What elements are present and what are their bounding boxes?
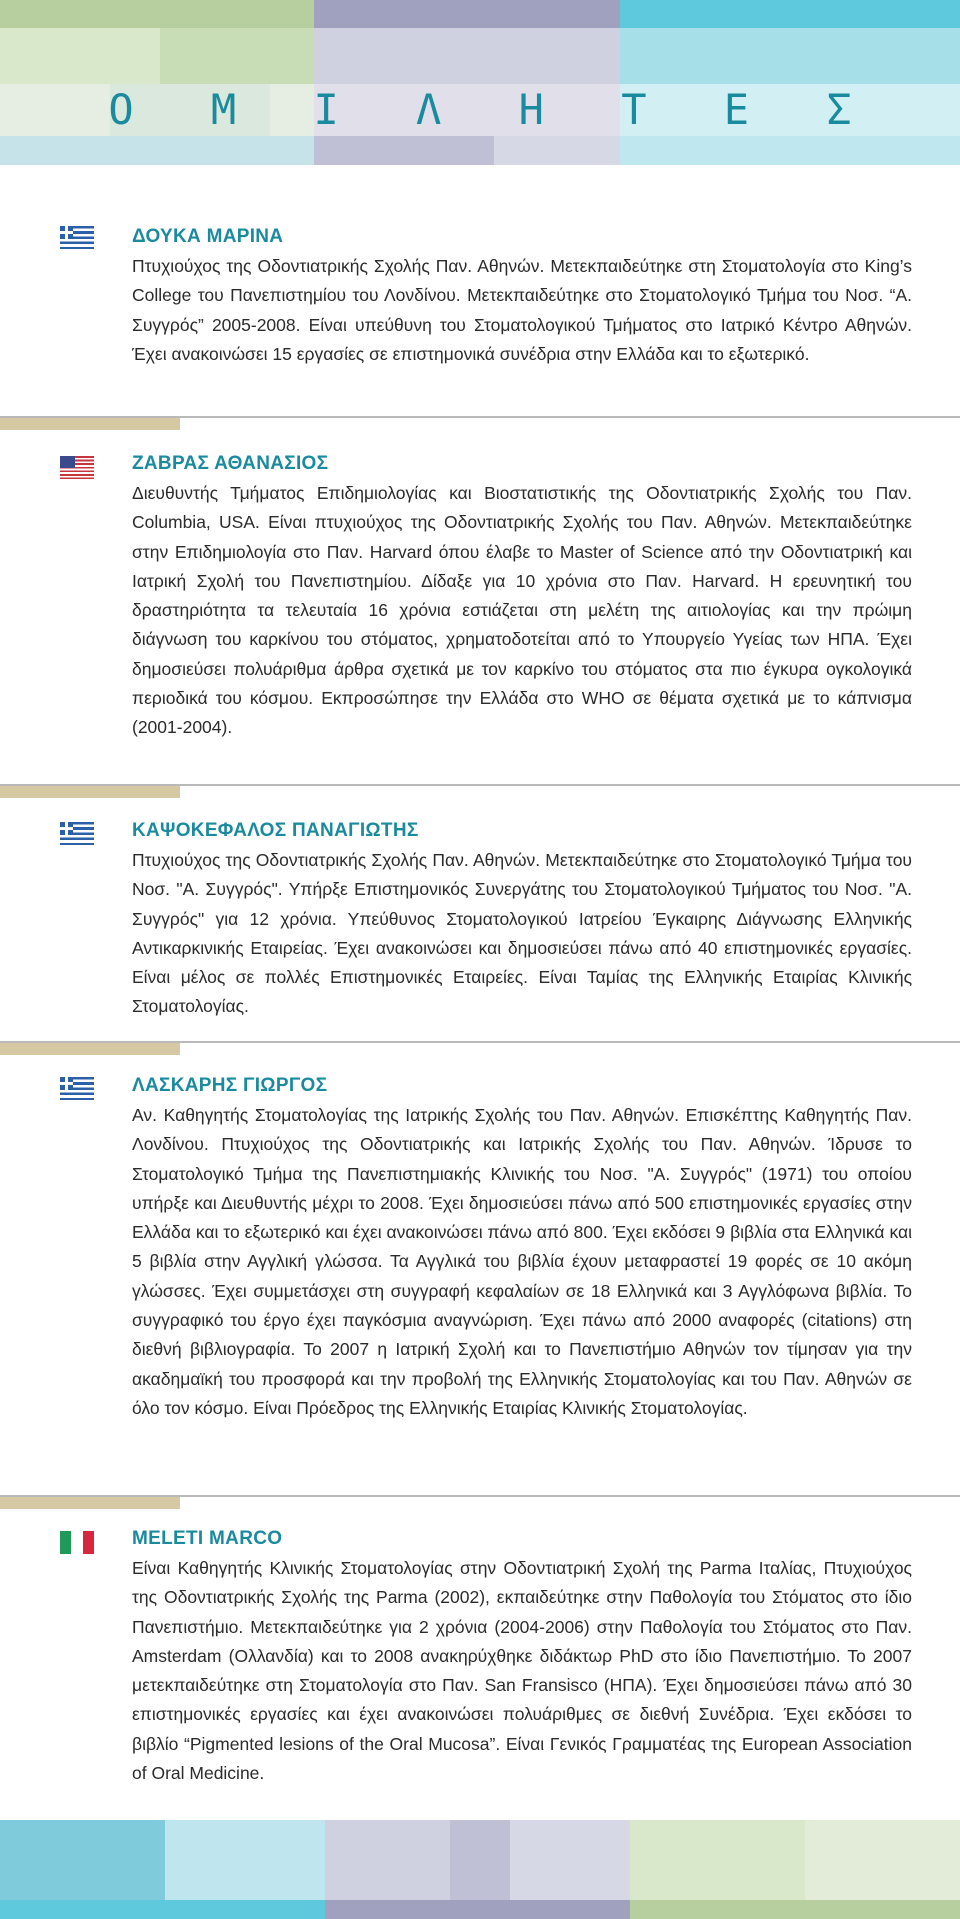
speaker-name: ΖΑΒΡΑΣ ΑΘΑΝΑΣΙΟΣ xyxy=(132,453,329,474)
section-divider xyxy=(0,416,960,430)
header-banner xyxy=(0,0,960,165)
speaker-bio: Αν. Καθηγητής Στοματολογίας της Ιατρικής Σχολής του Παν. Αθηνών. Επισκέπτης Καθηγητής Παν. Λονδίνου. Πτυχιούχος της Οδοντιατρικής και Ιατρικής Σχολής του Παν. Αθηνών. Ίδρυσε το Στοματολογικό Τμήμα της Πανεπιστημιακής Κλινικής του Νοσ. "Α. Συγγρός" (1971) του οποίου υπήρξε και Διευθυντής μέχρι το 2008. Έχει δημοσιεύσει πάνω από 500 επιστημονικές εργασίες στην Ελλάδα και το εξωτερικό και έχει ανακοινώσει πάνω από 800. Έχει εκδόσει 9 βιβλία στα Ελληνικά και 5 βιβλία στην Αγγλική γλώσσα. Τα Αγγλικά του βιβλία έχουν μεταφραστεί 19 φορές σε 10 ακόμη γλώσσες. Έχει συμμετάσχει στη συγγραφή κεφαλαίων σε 18 Ελληνικά και 3 Αγγλόφωνα βιβλία. Το συγγραφικό του έργο έχει παγκόσμια αναγνώριση. Έχει πάνω από 2000 αναφορές (citations) στη διεθνή βιβλιογραφία. Το 2007 η Ιατρική Σχολή και το Πανεπιστήμιο Αθηνών τον τίμησαν για την ακαδημαϊκή του προσφορά και την προβολή της Ελληνικής Στοματολογίας και του Παν. Αθηνών σε όλο τον κόσμο. Είναι Πρόεδρος της Ελληνικής Εταιρίας Κλινικής Στοματολογίας. xyxy=(132,1105,912,1418)
greece-flag-icon xyxy=(60,1077,94,1100)
section-divider xyxy=(0,784,960,798)
greece-flag-icon xyxy=(60,226,94,249)
usa-flag-icon xyxy=(60,456,94,479)
speaker-bio: Πτυχιούχος της Οδοντιατρικής Σχολής Παν. Αθηνών. Μετεκπαιδεύτηκε στη Στοματολογία στο King’s College του Πανεπιστημίου του Λονδίνου. Μετεκπαιδεύτηκε στο Στοματολογικό Τμήμα του Νοσ. “Α. Συγγρός” 2005-2008. Είναι υπεύθυνη του Στοματολογικού Τμήματος στο Ιατρικό Κέντρο Αθηνών. Έχει ανακοινώσει 15 εργασίες σε επιστημονικά συνέδρια στην Ελλάδα και το εξωτερικό. xyxy=(132,256,912,364)
italy-flag-icon xyxy=(60,1531,94,1554)
speaker-bio: Είναι Καθηγητής Κλινικής Στοματολογίας στην Οδοντιατρική Σχολή της Parma Ιταλίας, Πτυχιούχος της Οδοντιατρικής Σχολής της Parma (2002), εκπαιδεύτηκε στην Παθολογία του Στόματος στο ίδιο Πανεπιστήμιο. Μετεκπαιδεύτηκε για 2 χρόνια (2004-2006) στην Παθολογία του Στόματος στο Παν. Amsterdam (Ολλανδία) και το 2008 ανακηρύχθηκε διδάκτωρ PhD στο ίδιο Πανεπιστήμιο. Το 2007 μετεκπαιδεύτηκε στη Στοματολογία στο Παν. San Fransisco (ΗΠΑ). Έχει δημοσιεύσει πάνω από 30 επιστημονικές εργασίες και έχει ανακοινώσει πολυάριθμες σε διεθνή Συνέδρια. Έχει εκδόσει το βιβλίο “Pigmented lesions of the Oral Mucosa”. Είναι Γενικός Γραμματέας της European Association of Oral Medicine. xyxy=(132,1558,912,1784)
speaker-bio: Διευθυντής Τμήματος Επιδημιολογίας και Βιοστατιστικής της Οδοντιατρικής Σχολής του Παν. Columbia, USA. Είναι πτυχιούχος της Οδοντιατρικής Σχολής του Παν. Αθηνών. Μετεκπαιδεύτηκε στην Επιδημιολογία στο Παν. Harvard όπου έλαβε το Master of Science από την Οδοντιατρική και Ιατρική Σχολή του Πανεπιστημίου. Δίδαξε για 10 χρόνια στο Παν. Harvard. Η ερευνητική του δραστηριότητα τα τελευταία 16 χρόνια εστιάζεται στη μελέτη της αιτιολογίας και την πρώιμη διάγνωση του καρκίνου του στόματος, χρηματοδοτείται από το Υπουργείο Υγείας των ΗΠΑ. Έχει δημοσιεύσει πολυάριθμα άρθρα σχετικά με τον καρκίνο του στόματος στα πιο έγκυρα ογκολογικά περιοδικά του κόσμου. Εκπροσώπησε την Ελλάδα στο WHO σε θέματα σχετικά με το κάπνισμα (2001-2004). xyxy=(132,483,912,738)
greece-flag-icon xyxy=(60,822,94,845)
speaker-name: ΛΑΣΚΑΡΗΣ ΓΙΩΡΓΟΣ xyxy=(132,1075,328,1096)
speaker-bio: Πτυχιούχος της Οδοντιατρικής Σχολής Παν. Αθηνών. Μετεκπαιδεύτηκε στο Στοματολογικό Τμήμα του Νοσ. "Α. Συγγρός". Υπήρξε Επιστημονικός Συνεργάτης του Στοματολογικού Τμήματος του Νοσ. "Α. Συγγρός" για 12 χρόνια. Υπεύθυνος Στοματολογικού Ιατρείου Έγκαιρης Διάγνωσης Ελληνικής Αντικαρκινικής Εταιρείας. Έχει ανακοινώσει και δημοσιεύσει πάνω από 40 επιστημονικές εργασίες. Είναι μέλος σε πολλές Επιστημονικές Εταιρείες. Είναι Ταμίας της Ελληνικής Εταιρίας Κλινικής Στοματολογίας. xyxy=(132,850,912,1017)
footer-banner xyxy=(0,1820,960,1919)
speaker-name: ΚΑΨΟΚΕΦΑΛΟΣ ΠΑΝΑΓΙΩΤΗΣ xyxy=(132,820,419,841)
section-divider xyxy=(0,1041,960,1055)
header-mosaic xyxy=(0,0,960,165)
speaker-name: MELETI MARCO xyxy=(132,1528,283,1549)
page-title: Ο Μ Ι Λ Η Τ Ε Σ xyxy=(108,85,878,134)
section-divider xyxy=(0,1495,960,1509)
speaker-name: ΔΟΥΚΑ ΜΑΡΙΝΑ xyxy=(132,226,284,247)
